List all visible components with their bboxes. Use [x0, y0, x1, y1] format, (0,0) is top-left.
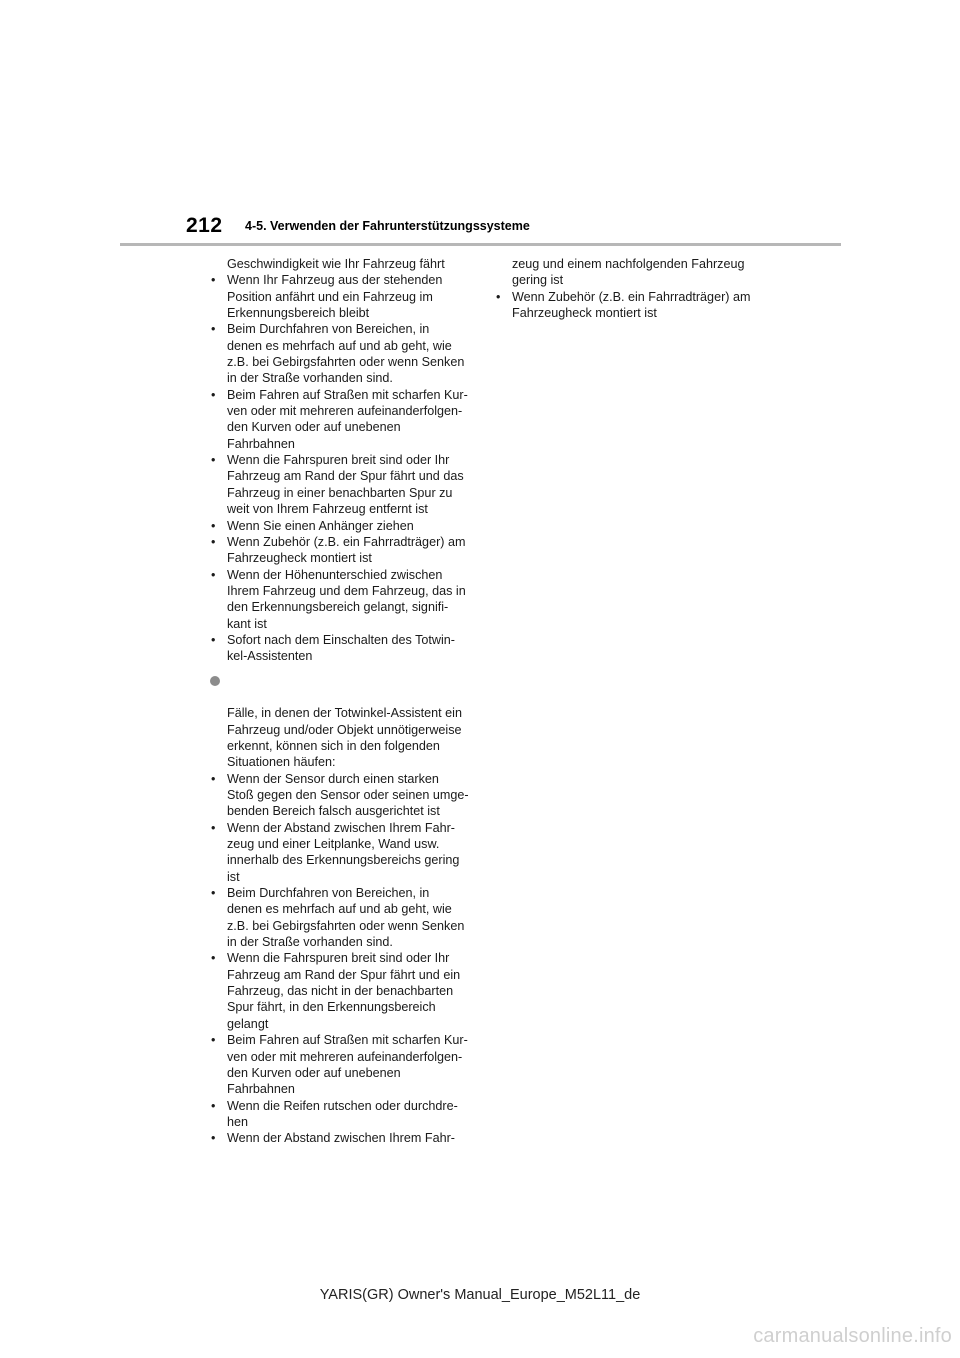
list-item	[495, 289, 765, 322]
list-item	[210, 452, 480, 517]
circle-bullet-icon	[210, 676, 220, 686]
bullet-dot-icon: •	[211, 273, 216, 288]
list-item-text: Wenn der Abstand zwischen Ihrem Fahr-	[227, 1131, 455, 1146]
list-item-text: Wenn der Sensor durch einen starken Stoß gegen den Sensor oder seinen umge- benden Bereich falsch ausgerichtet ist	[227, 771, 469, 819]
list-item	[210, 820, 480, 885]
list-item-text: Beim Fahren auf Straßen mit scharfen Kur- ven oder mit mehreren aufeinanderfolgen- den Kurven oder auf unebenen Fahrbahnen	[227, 1033, 468, 1097]
bullet-dot-icon: •	[211, 534, 216, 549]
list-item	[210, 534, 480, 567]
bullet-dot-icon: •	[211, 453, 216, 468]
header-rule	[120, 243, 841, 246]
bullet-dot-icon: •	[211, 387, 216, 402]
list-item-text: Wenn der Abstand zwischen Ihrem Fahr- zeug und einer Leitplanke, Wand usw. innerhalb des Erkennungsbereichs gering ist	[227, 820, 460, 884]
list-item-text: Beim Durchfahren von Bereichen, in denen es mehrfach auf und ab geht, wie z.B. bei Gebirgsfahrten oder wenn Senken in der Straße vorhanden sind.	[227, 322, 465, 386]
list-item	[210, 1098, 480, 1131]
list-item	[210, 567, 480, 632]
list-item-text: Wenn Ihr Fahrzeug aus der stehenden Position anfährt und ein Fahrzeug im Erkennungsbereich bleibt	[227, 273, 443, 321]
bullet-dot-icon: •	[211, 1098, 216, 1113]
list-item	[210, 950, 480, 1032]
list-item-text: Beim Durchfahren von Bereichen, in denen es mehrfach auf und ab geht, wie z.B. bei Gebirgsfahrten oder wenn Senken in der Straße vorhanden sind.	[227, 886, 465, 950]
bullet-dot-icon: •	[211, 1033, 216, 1048]
list-item	[210, 272, 480, 321]
list-item-text: Wenn Sie einen Anhänger ziehen	[227, 518, 414, 533]
list-item-text: Wenn die Fahrspuren breit sind oder Ihr Fahrzeug am Rand der Spur fährt und ein Fahrzeug, das nicht in der benachbarten Spur fährt, in den Erkennungsbereich gelangt	[227, 951, 461, 1031]
page-number: 212	[186, 214, 223, 237]
list-item-text: Wenn Zubehör (z.B. ein Fahrradträger) am Fahrzeugheck montiert ist	[512, 289, 751, 321]
list-item	[210, 1130, 480, 1146]
footer-text: YARIS(GR) Owner's Manual_Europe_M52L11_de	[319, 1287, 641, 1303]
bullet-dot-icon: •	[211, 820, 216, 835]
list-item	[210, 321, 480, 386]
list-item-text: Wenn die Fahrspuren breit sind oder Ihr Fahrzeug am Rand der Spur fährt und das Fahrzeug in einer benachbarten Spur zu weit von Ihrem Fahrzeug entfernt ist	[227, 453, 464, 517]
section-title: 4-5. Verwenden der Fahrunterstützungssysteme	[245, 219, 530, 233]
list-item-text: Wenn Zubehör (z.B. ein Fahrradträger) am Fahrzeugheck montiert ist	[227, 534, 466, 566]
bullet-dot-icon: •	[211, 632, 216, 647]
bullet-dot-icon: •	[211, 1131, 216, 1146]
left-column	[210, 256, 480, 1147]
circle-heading-text: Fälle, in denen der Totwinkel-Assistent ein Fahrzeug und/oder Objekt unnötigerweise erkennt, können sich in den folgenden Situationen häufen:	[227, 706, 462, 770]
bullet-dot-icon: •	[211, 518, 216, 533]
bullet-dot-icon: •	[211, 567, 216, 582]
watermark: carmanualsonline.info	[753, 1325, 952, 1347]
bullet-list	[495, 289, 765, 322]
bullet-dot-icon: •	[211, 771, 216, 786]
continuation-text: zeug und einem nachfolgenden Fahrzeug gering ist	[512, 257, 745, 288]
bullet-dot-icon: •	[211, 951, 216, 966]
continuation-text: Geschwindigkeit wie Ihr Fahrzeug fährt	[227, 257, 445, 271]
list-item	[210, 771, 480, 820]
list-item-text: Wenn der Höhenunterschied zwischen Ihrem Fahrzeug und dem Fahrzeug, das in den Erkennungsbereich gelangt, signifi- kant ist	[227, 567, 466, 631]
bullet-dot-icon: •	[211, 322, 216, 337]
list-item-text: Beim Fahren auf Straßen mit scharfen Kur- ven oder mit mehreren aufeinanderfolgen- den Kurven oder auf unebenen Fahrbahnen	[227, 387, 468, 451]
list-item	[210, 1032, 480, 1097]
bullet-dot-icon: •	[211, 886, 216, 901]
bullet-list	[210, 771, 480, 1147]
circle-heading	[210, 673, 480, 771]
list-item	[210, 518, 480, 534]
bullet-dot-icon: •	[496, 289, 501, 304]
list-item	[210, 632, 480, 665]
right-column	[495, 256, 765, 321]
list-item	[210, 885, 480, 950]
list-item-text: Sofort nach dem Einschalten des Totwin- kel-Assistenten	[227, 632, 455, 664]
list-item	[210, 387, 480, 452]
list-item-text: Wenn die Reifen rutschen oder durchdre- hen	[227, 1098, 458, 1129]
bullet-list	[210, 272, 480, 664]
